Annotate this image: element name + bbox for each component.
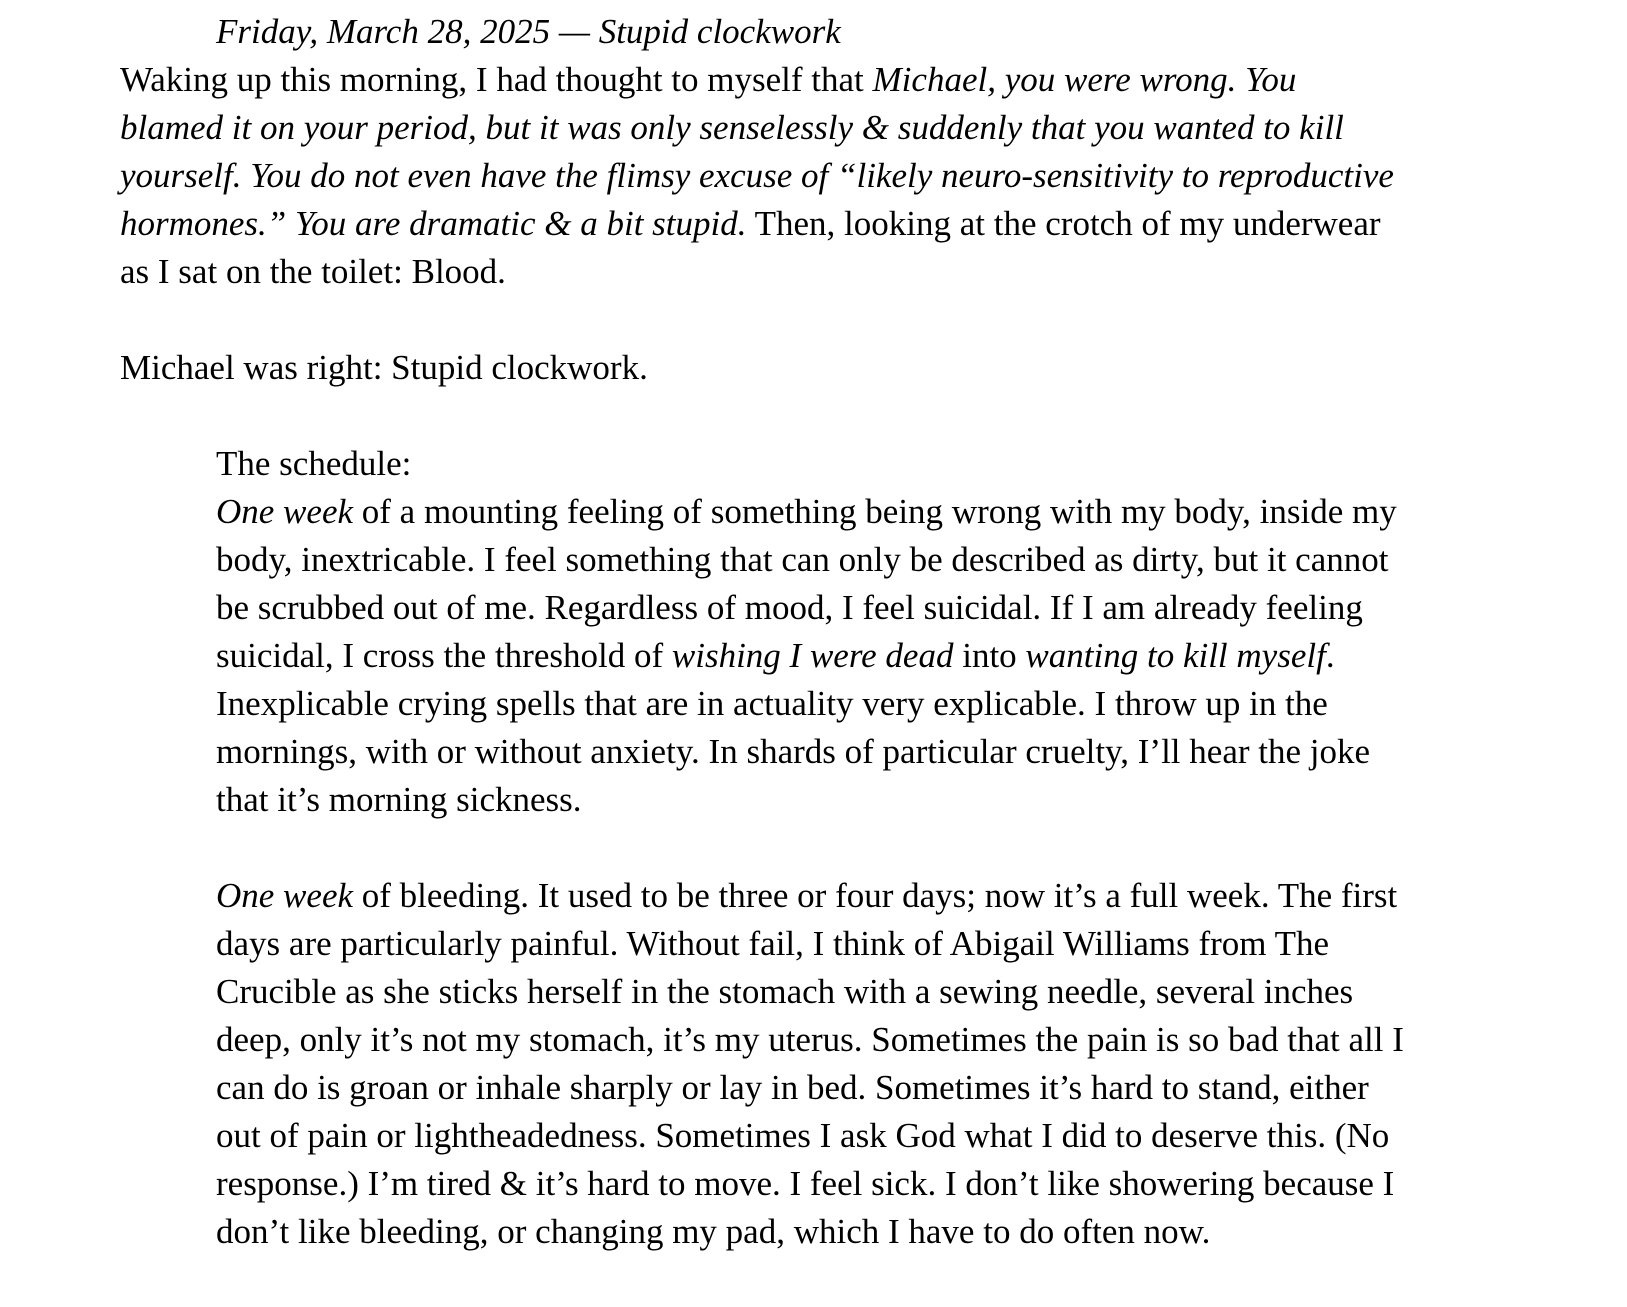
schedule-p2-line-8: don’t like bleeding, or changing my pad, which I have to do often now. — [216, 1212, 1211, 1251]
schedule-p2-line-3: Crucible as she sticks herself in the stomach with a sewing needle, several inches — [216, 972, 1354, 1011]
schedule-p2-line-5: can do is groan or inhale sharply or lay in bed. Sometimes it’s hard to stand, either — [216, 1068, 1369, 1107]
schedule-p2-line-4: deep, only it’s not my stomach, it’s my uterus. Sometimes the pain is so bad that all I — [216, 1020, 1404, 1059]
intro-line-1: Waking up this morning, I had thought to myself that Michael, you were wrong. You — [120, 60, 1297, 99]
schedule-p1-line-1: One week of a mounting feeling of something being wrong with my body, inside my — [216, 492, 1397, 531]
conclusion-line: Michael was right: Stupid clockwork. — [120, 348, 648, 387]
schedule-p1-line-5: Inexplicable crying spells that are in actuality very explicable. I throw up in the — [216, 684, 1328, 723]
entry-date-heading: Friday, March 28, 2025 — Stupid clockwork — [216, 12, 841, 51]
schedule-p2-line-1: One week of bleeding. It used to be three or four days; now it’s a full week. The first — [216, 876, 1398, 915]
schedule-p1-line-3: be scrubbed out of me. Regardless of mood, I feel suicidal. If I am already feeling — [216, 588, 1363, 627]
schedule-label: The schedule: — [216, 444, 412, 483]
schedule-p2-line-2: days are particularly painful. Without fail, I think of Abigail Williams from The — [216, 924, 1330, 963]
intro-line-4: hormones.” You are dramatic & a bit stupid. Then, looking at the crotch of my underwear — [120, 204, 1381, 243]
intro-line-3: yourself. You do not even have the flimsy excuse of “likely neuro-sensitivity to reproductive — [120, 156, 1394, 195]
schedule-p1-line-6: mornings, with or without anxiety. In shards of particular cruelty, I’ll hear the joke — [216, 732, 1371, 771]
schedule-p1-line-4: suicidal, I cross the threshold of wishing I were dead into wanting to kill myself. — [216, 636, 1335, 675]
schedule-p1-line-2: body, inextricable. I feel something that can only be described as dirty, but it cannot — [216, 540, 1389, 579]
schedule-p1-line-7: that it’s morning sickness. — [216, 780, 582, 819]
intro-line-5: as I sat on the toilet: Blood. — [120, 252, 506, 291]
schedule-p2-line-6: out of pain or lightheadedness. Sometimes I ask God what I did to deserve this. (No — [216, 1116, 1390, 1155]
intro-line-2: blamed it on your period, but it was only senselessly & suddenly that you wanted to kill — [120, 108, 1344, 147]
schedule-p2-line-7: response.) I’m tired & it’s hard to move. I feel sick. I don’t like showering because I — [216, 1164, 1395, 1203]
